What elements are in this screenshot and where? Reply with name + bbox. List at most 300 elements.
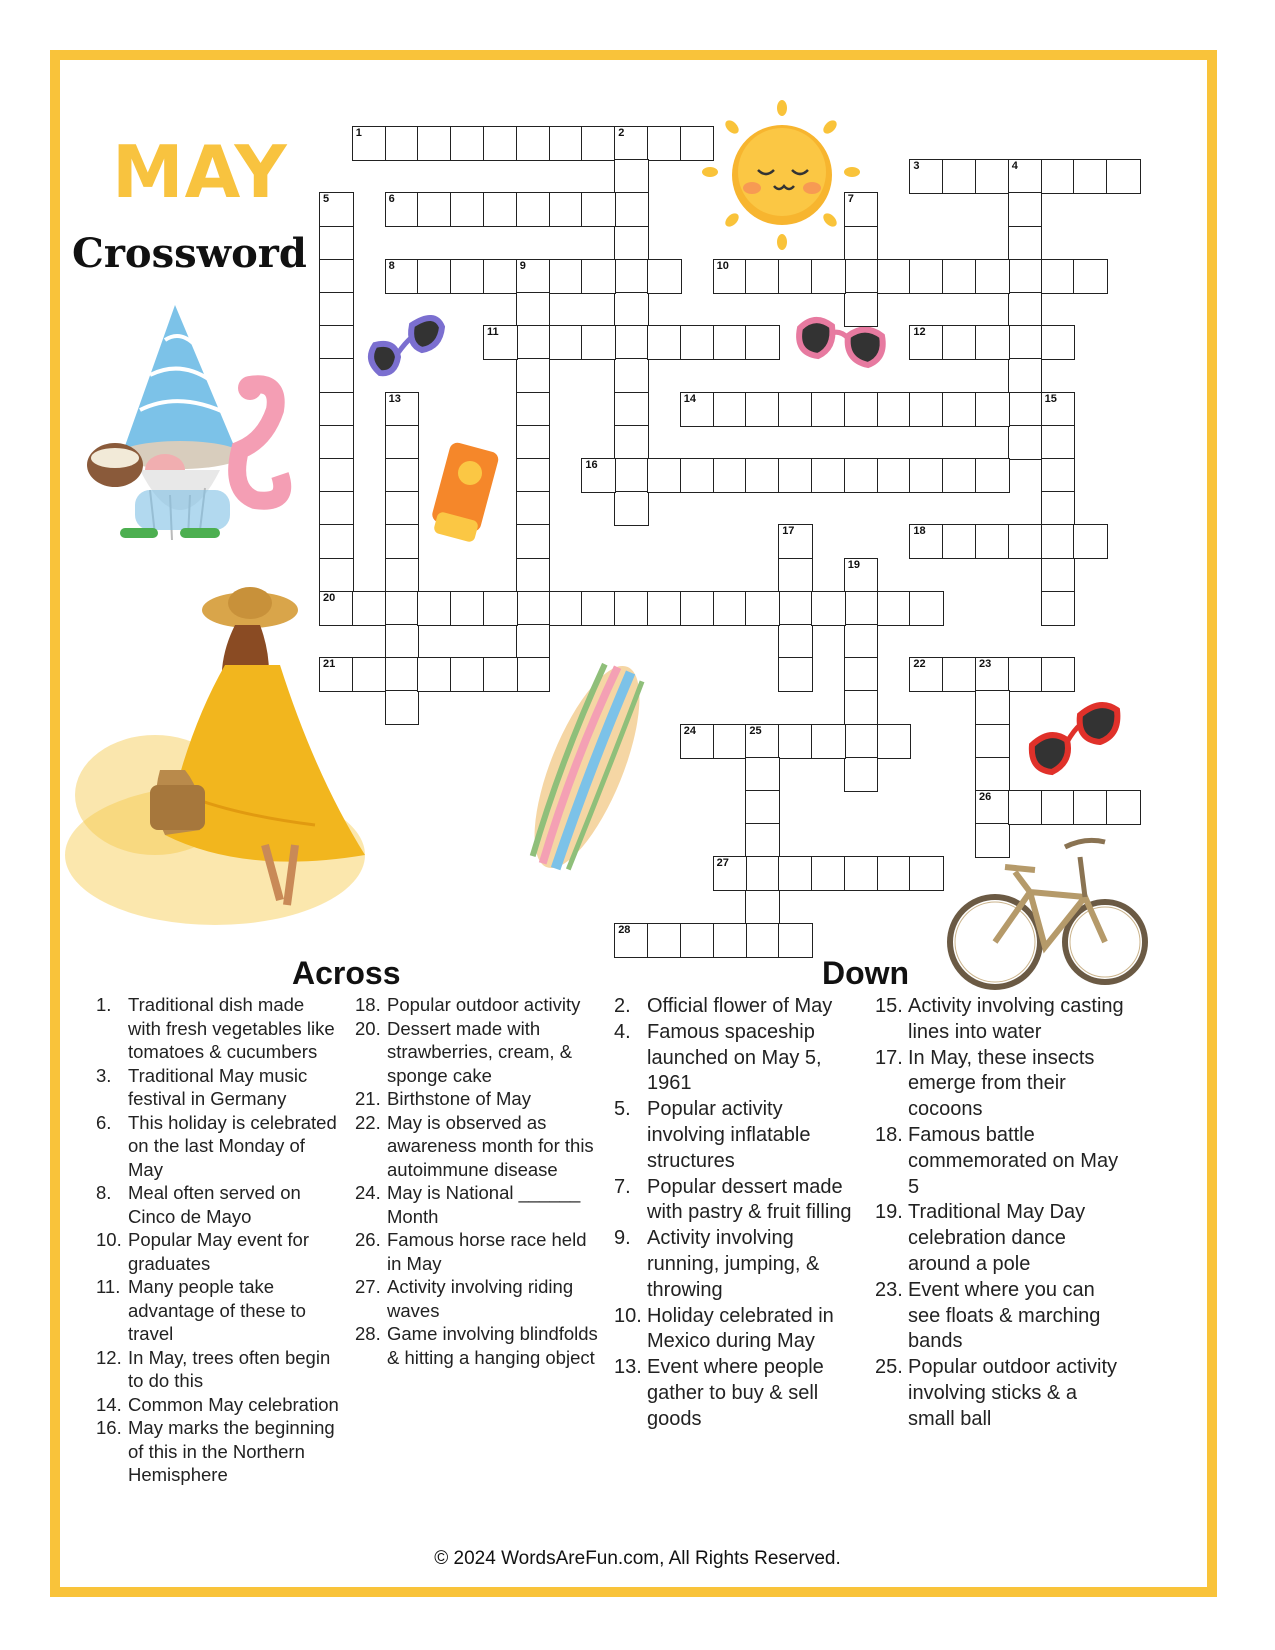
clue-number: 14. bbox=[96, 1393, 122, 1415]
crossword-cell[interactable] bbox=[450, 591, 485, 626]
crossword-cell[interactable] bbox=[877, 724, 912, 759]
clue-number: 22. bbox=[355, 1111, 381, 1133]
clue-number: 24. bbox=[355, 1182, 381, 1203]
crossword-cell[interactable] bbox=[1041, 491, 1076, 526]
clue-number-label: 9 bbox=[519, 259, 526, 272]
across-clue bbox=[355, 1181, 600, 1228]
clue-number: 17. bbox=[875, 1046, 903, 1069]
clue-number-label: 13 bbox=[388, 392, 401, 405]
crossword-cell[interactable] bbox=[319, 425, 354, 460]
crossword-cell[interactable] bbox=[614, 259, 649, 294]
down-clue bbox=[614, 1020, 864, 1097]
crossword-cell[interactable] bbox=[614, 458, 649, 493]
crossword-cell[interactable] bbox=[614, 159, 649, 194]
clue-number-label: 22 bbox=[913, 658, 926, 671]
crossword-cell[interactable] bbox=[1073, 790, 1108, 825]
across-clue bbox=[96, 993, 341, 1064]
clue-number: 8. bbox=[96, 1182, 112, 1203]
down-clue bbox=[614, 994, 864, 1020]
crossword-cell[interactable] bbox=[385, 591, 420, 626]
clue-number: 12. bbox=[96, 1346, 122, 1368]
clue-number: 2. bbox=[614, 995, 631, 1017]
clue-number: 10. bbox=[614, 1304, 642, 1327]
crossword-cell[interactable] bbox=[811, 856, 846, 891]
clue-number-label: 25 bbox=[749, 724, 762, 737]
clue-number-label: 5 bbox=[323, 193, 330, 206]
crossword-cell[interactable] bbox=[942, 458, 977, 493]
crossword-cell[interactable] bbox=[483, 591, 518, 626]
crossword-cell[interactable] bbox=[549, 591, 584, 626]
crossword-cell[interactable] bbox=[417, 126, 452, 161]
clue-number-label: 8 bbox=[388, 259, 395, 272]
clue-number-label: 23 bbox=[979, 658, 992, 671]
crossword-cell[interactable] bbox=[450, 657, 485, 692]
crossword-cell[interactable] bbox=[1008, 325, 1043, 360]
crossword-cell[interactable] bbox=[745, 856, 780, 891]
crossword-cell[interactable] bbox=[713, 458, 748, 493]
crossword-cell[interactable] bbox=[581, 591, 616, 626]
clue-number-label: 3 bbox=[913, 160, 920, 173]
crossword-cell[interactable] bbox=[745, 890, 780, 925]
clue-text: In May, these insects emerge from their cocoons bbox=[908, 1046, 1095, 1121]
crossword-cell[interactable] bbox=[909, 591, 944, 626]
crossword-cell[interactable] bbox=[1008, 226, 1043, 261]
crossword-cell[interactable] bbox=[745, 591, 780, 626]
crossword-cell[interactable] bbox=[844, 458, 879, 493]
crossword-cell[interactable] bbox=[319, 292, 354, 327]
clue-number-label: 12 bbox=[913, 326, 926, 339]
crossword-cell[interactable] bbox=[1041, 259, 1076, 294]
crossword-cell[interactable] bbox=[745, 325, 780, 360]
crossword-cell[interactable] bbox=[516, 292, 551, 327]
crossword-cell[interactable] bbox=[385, 458, 420, 493]
clue-text: Common May celebration bbox=[128, 1393, 339, 1415]
crossword-cell[interactable] bbox=[647, 923, 682, 958]
crossword-cell[interactable] bbox=[1106, 790, 1141, 825]
crossword-cell[interactable] bbox=[1041, 425, 1076, 460]
crossword-cell[interactable] bbox=[1041, 790, 1076, 825]
crossword-cell[interactable] bbox=[1008, 259, 1043, 294]
crossword-cell[interactable] bbox=[680, 126, 715, 161]
crossword-cell[interactable] bbox=[1041, 591, 1076, 626]
crossword-cell[interactable] bbox=[811, 458, 846, 493]
crossword-cell[interactable] bbox=[778, 724, 813, 759]
crossword-cell[interactable] bbox=[614, 425, 649, 460]
clue-text: Birthstone of May bbox=[387, 1088, 531, 1109]
crossword-cell[interactable] bbox=[516, 558, 551, 593]
crossword-cell[interactable] bbox=[745, 757, 780, 792]
across-clue bbox=[96, 1393, 341, 1417]
crossword-cell[interactable] bbox=[975, 757, 1010, 792]
crossword-cell[interactable] bbox=[811, 724, 846, 759]
crossword-cell[interactable] bbox=[549, 259, 584, 294]
clue-number: 4. bbox=[614, 1020, 631, 1043]
crossword-cell[interactable] bbox=[1008, 292, 1043, 327]
across-clue bbox=[96, 1111, 341, 1182]
clue-number: 10. bbox=[96, 1229, 122, 1250]
clue-number: 25. bbox=[875, 1356, 903, 1379]
clue-number-label: 1 bbox=[355, 127, 362, 139]
crossword-cell[interactable] bbox=[516, 624, 551, 659]
crossword-cell[interactable] bbox=[549, 325, 584, 360]
crossword-cell[interactable] bbox=[417, 591, 452, 626]
title-crossword: Crossword bbox=[72, 230, 307, 277]
clue-text: Activity involving riding waves bbox=[387, 1276, 574, 1321]
crossword-cell[interactable] bbox=[877, 392, 912, 427]
crossword-cell[interactable] bbox=[975, 159, 1010, 194]
clue-text: This holiday is celebrated on the last Monday of May bbox=[128, 1111, 337, 1180]
crossword-cell[interactable] bbox=[516, 358, 551, 393]
clue-number: 23. bbox=[875, 1278, 903, 1301]
crossword-cell[interactable] bbox=[1041, 458, 1076, 493]
crossword-cell[interactable] bbox=[319, 325, 354, 360]
crossword-cell[interactable] bbox=[516, 392, 551, 427]
clue-number-label: 16 bbox=[585, 459, 598, 471]
down-clue bbox=[875, 1200, 1125, 1277]
down-clues-column-1 bbox=[614, 994, 864, 1433]
crossword-cell[interactable] bbox=[844, 259, 879, 294]
crossword-cell[interactable] bbox=[942, 657, 977, 692]
clue-text: Many people take advantage of these to travel bbox=[128, 1276, 306, 1344]
crossword-cell[interactable] bbox=[1008, 790, 1043, 825]
crossword-cell[interactable] bbox=[581, 325, 616, 360]
crossword-cell[interactable] bbox=[1008, 358, 1043, 393]
crossword-cell[interactable] bbox=[614, 591, 649, 626]
crossword-cell[interactable] bbox=[778, 657, 813, 692]
crossword-cell[interactable] bbox=[450, 259, 485, 294]
clue-text: Traditional dish made with fresh vegetables like tomatoes & cucumbers bbox=[128, 994, 335, 1062]
down-clue bbox=[614, 1175, 864, 1227]
down-clue bbox=[875, 1355, 1125, 1432]
crossword-cell[interactable] bbox=[417, 259, 452, 294]
crossword-cell[interactable] bbox=[1008, 425, 1043, 460]
across-clue bbox=[355, 1087, 600, 1111]
crossword-cell[interactable] bbox=[385, 491, 420, 526]
clue-text: Popular outdoor activity involving sticks & a small ball bbox=[908, 1356, 1118, 1430]
crossword-cell[interactable] bbox=[942, 259, 977, 294]
clue-text: Famous horse race held in May bbox=[387, 1229, 587, 1274]
clue-number: 7. bbox=[614, 1175, 631, 1198]
clue-number-label: 24 bbox=[683, 724, 697, 737]
crossword-cell[interactable] bbox=[450, 126, 485, 161]
clue-number-label: 27 bbox=[716, 857, 729, 870]
clue-text: May marks the beginning of this in the Northern Hemisphere bbox=[128, 1417, 335, 1485]
clue-number: 11. bbox=[96, 1276, 121, 1297]
across-clue bbox=[355, 1017, 600, 1088]
crossword-cell[interactable] bbox=[680, 591, 715, 626]
crossword-cell[interactable] bbox=[516, 657, 551, 692]
crossword-cell[interactable] bbox=[975, 724, 1010, 759]
crossword-cell[interactable] bbox=[647, 325, 682, 360]
clue-number: 18. bbox=[355, 994, 381, 1015]
across-clue bbox=[96, 1181, 341, 1228]
crossword-cell[interactable] bbox=[549, 192, 584, 227]
crossword-cell[interactable] bbox=[713, 325, 748, 360]
crossword-cell[interactable] bbox=[778, 458, 813, 493]
crossword-cell[interactable] bbox=[942, 159, 977, 194]
crossword-cell[interactable] bbox=[319, 491, 354, 526]
clue-number-label: 26 bbox=[979, 791, 992, 803]
crossword-cell[interactable] bbox=[778, 856, 813, 891]
clue-number: 21. bbox=[355, 1088, 381, 1109]
across-clue bbox=[96, 1275, 341, 1346]
crossword-cell[interactable] bbox=[1008, 392, 1043, 427]
crossword-cell[interactable] bbox=[385, 624, 420, 659]
clue-number-label: 20 bbox=[323, 591, 336, 604]
clue-number-label: 10 bbox=[716, 259, 729, 272]
across-clue bbox=[96, 1346, 341, 1393]
crossword-cell[interactable] bbox=[713, 724, 748, 759]
crossword-cell[interactable] bbox=[516, 126, 551, 161]
crossword-cell[interactable] bbox=[1008, 657, 1043, 692]
across-clue bbox=[355, 1275, 600, 1322]
crossword-cell[interactable] bbox=[975, 392, 1010, 427]
crossword-cell[interactable] bbox=[516, 325, 551, 360]
crossword-cell[interactable] bbox=[614, 358, 649, 393]
clue-number-label: 14 bbox=[683, 392, 697, 405]
crossword-cell[interactable] bbox=[778, 591, 813, 626]
crossword-cell[interactable] bbox=[909, 259, 944, 294]
clue-text: Famous spaceship launched on May 5, 1961 bbox=[647, 1020, 822, 1095]
across-clue bbox=[355, 993, 600, 1017]
crossword-cell[interactable] bbox=[909, 392, 944, 427]
crossword-cell[interactable] bbox=[516, 491, 551, 526]
crossword-cell[interactable] bbox=[385, 690, 420, 725]
across-clue bbox=[96, 1416, 341, 1487]
clue-number: 3. bbox=[96, 1064, 112, 1086]
crossword-cell[interactable] bbox=[975, 690, 1010, 725]
crossword-cell[interactable] bbox=[385, 657, 420, 692]
crossword-cell[interactable] bbox=[614, 292, 649, 327]
crossword-cell[interactable] bbox=[581, 259, 616, 294]
crossword-cell[interactable] bbox=[1106, 159, 1141, 194]
clue-number-label: 7 bbox=[847, 193, 854, 206]
crossword-cell[interactable] bbox=[844, 856, 879, 891]
down-clue bbox=[875, 1046, 1125, 1123]
crossword-cell[interactable] bbox=[975, 823, 1010, 858]
clue-text: May is observed as awareness month for this autoimmune disease bbox=[387, 1111, 594, 1180]
clue-text: Popular May event for graduates bbox=[128, 1229, 309, 1274]
crossword-cell[interactable] bbox=[319, 226, 354, 261]
across-clue bbox=[96, 1228, 341, 1275]
crossword-cell[interactable] bbox=[745, 790, 780, 825]
crossword-cell[interactable] bbox=[647, 259, 682, 294]
clue-text: Meal often served on Cinco de Mayo bbox=[128, 1182, 301, 1227]
clue-number: 26. bbox=[355, 1229, 381, 1250]
crossword-cell[interactable] bbox=[877, 591, 912, 626]
crossword-cell[interactable] bbox=[516, 425, 551, 460]
clue-text: Traditional May music festival in Germany bbox=[128, 1064, 308, 1109]
across-clue bbox=[355, 1228, 600, 1275]
crossword-cell[interactable] bbox=[319, 458, 354, 493]
clue-number-label: 21 bbox=[323, 658, 336, 671]
crossword-cell[interactable] bbox=[713, 591, 748, 626]
crossword-cell[interactable] bbox=[614, 226, 649, 261]
crossword-cell[interactable] bbox=[680, 458, 715, 493]
crossword-cell[interactable] bbox=[778, 558, 813, 593]
copyright-footer: © 2024 WordsAreFun.com, All Rights Reserved. bbox=[434, 1548, 841, 1569]
crossword-cell[interactable] bbox=[614, 325, 649, 360]
clue-text: Holiday celebrated in Mexico during May bbox=[647, 1304, 834, 1353]
crossword-cell[interactable] bbox=[483, 657, 518, 692]
crossword-cell[interactable] bbox=[385, 558, 420, 593]
crossword-cell[interactable] bbox=[1041, 159, 1076, 194]
crossword-cell[interactable] bbox=[647, 126, 682, 161]
clue-text: Dessert made with strawberries, cream, & sponge cake bbox=[387, 1017, 573, 1086]
down-clue bbox=[875, 1123, 1125, 1200]
crossword-cell[interactable] bbox=[844, 226, 879, 261]
crossword-cell[interactable] bbox=[909, 856, 944, 891]
crossword-cell[interactable] bbox=[385, 425, 420, 460]
clue-text: Activity involving running, jumping, & throwing bbox=[647, 1227, 820, 1301]
crossword-cell[interactable] bbox=[352, 657, 387, 692]
crossword-cell[interactable] bbox=[516, 591, 551, 626]
crossword-cell[interactable] bbox=[1073, 159, 1108, 194]
crossword-cell[interactable] bbox=[319, 392, 354, 427]
clue-number-label: 15 bbox=[1044, 392, 1057, 405]
clue-number-label: 19 bbox=[847, 558, 861, 571]
crossword-cell[interactable] bbox=[844, 690, 879, 725]
crossword-cell[interactable] bbox=[516, 192, 551, 227]
clue-number: 15. bbox=[875, 995, 903, 1017]
down-heading: Down bbox=[822, 955, 910, 991]
clue-text: In May, trees often begin to do this bbox=[128, 1346, 331, 1391]
crossword-cell[interactable] bbox=[811, 591, 846, 626]
down-clue bbox=[875, 1278, 1125, 1355]
crossword-cell[interactable] bbox=[1041, 524, 1076, 559]
down-clue bbox=[614, 1304, 864, 1356]
crossword-cell[interactable] bbox=[877, 259, 912, 294]
crossword-cell[interactable] bbox=[614, 491, 649, 526]
crossword-cell[interactable] bbox=[975, 325, 1010, 360]
crossword-cell[interactable] bbox=[647, 458, 682, 493]
crossword-cell[interactable] bbox=[975, 524, 1010, 559]
crossword-cell[interactable] bbox=[713, 923, 748, 958]
down-clue bbox=[614, 1097, 864, 1174]
clue-number: 9. bbox=[614, 1227, 631, 1250]
crossword-cell[interactable] bbox=[516, 458, 551, 493]
across-clue bbox=[355, 1111, 600, 1182]
crossword-cell[interactable] bbox=[1008, 524, 1043, 559]
down-clue bbox=[614, 1355, 864, 1432]
crossword-cell[interactable] bbox=[745, 823, 780, 858]
crossword-cell[interactable] bbox=[319, 259, 354, 294]
crossword-cell[interactable] bbox=[877, 856, 912, 891]
crossword-cell[interactable] bbox=[745, 923, 780, 958]
crossword-cell[interactable] bbox=[483, 192, 518, 227]
clue-text: Popular outdoor activity bbox=[387, 994, 581, 1015]
crossword-cell[interactable] bbox=[319, 358, 354, 393]
crossword-cell[interactable] bbox=[680, 325, 715, 360]
title-may: MAY bbox=[112, 130, 288, 214]
crossword-cell[interactable] bbox=[942, 524, 977, 559]
crossword-cell[interactable] bbox=[614, 192, 649, 227]
crossword-cell[interactable] bbox=[844, 724, 879, 759]
crossword-cell[interactable] bbox=[483, 259, 518, 294]
crossword-cell[interactable] bbox=[844, 392, 879, 427]
clue-text: Popular dessert made with pastry & fruit filling bbox=[647, 1175, 852, 1224]
clue-text: May is National ______ Month bbox=[387, 1182, 581, 1227]
crossword-cell[interactable] bbox=[844, 657, 879, 692]
crossword-cell[interactable] bbox=[713, 392, 748, 427]
crossword-cell[interactable] bbox=[975, 259, 1010, 294]
clue-number-label: 6 bbox=[388, 193, 395, 206]
crossword-cell[interactable] bbox=[417, 192, 452, 227]
clue-number: 13. bbox=[614, 1356, 642, 1379]
clue-text: Famous battle commemorated on May 5 bbox=[908, 1123, 1119, 1198]
crossword-cell[interactable] bbox=[581, 126, 616, 161]
crossword-cell[interactable] bbox=[778, 923, 813, 958]
clue-number: 18. bbox=[875, 1123, 903, 1146]
clue-text: Event where people gather to buy & sell goods bbox=[647, 1356, 824, 1430]
clue-number: 16. bbox=[96, 1417, 122, 1438]
clue-number: 1. bbox=[96, 994, 112, 1015]
crossword-cell[interactable] bbox=[942, 325, 977, 360]
crossword-cell[interactable] bbox=[352, 591, 387, 626]
down-clues-column-2 bbox=[875, 994, 1125, 1433]
clue-number-label: 28 bbox=[618, 923, 631, 936]
crossword-cell[interactable] bbox=[516, 524, 551, 559]
crossword-cell[interactable] bbox=[844, 591, 879, 626]
crossword-cell[interactable] bbox=[942, 392, 977, 427]
crossword-cell[interactable] bbox=[844, 292, 879, 327]
crossword-cell[interactable] bbox=[1008, 192, 1043, 227]
crossword-cell[interactable] bbox=[778, 392, 813, 427]
clue-number: 28. bbox=[355, 1323, 381, 1344]
crossword-cell[interactable] bbox=[614, 392, 649, 427]
crossword-cell[interactable] bbox=[1041, 325, 1076, 360]
crossword-cell[interactable] bbox=[745, 458, 780, 493]
across-clues-column-2 bbox=[355, 993, 600, 1369]
down-clue bbox=[614, 1226, 864, 1303]
crossword-cell[interactable] bbox=[975, 458, 1010, 493]
crossword-cell[interactable] bbox=[844, 757, 879, 792]
crossword-cell[interactable] bbox=[778, 624, 813, 659]
crossword-cell[interactable] bbox=[450, 192, 485, 227]
clue-text: Event where you can see floats & marching bands bbox=[908, 1278, 1101, 1353]
crossword-cell[interactable] bbox=[1073, 259, 1108, 294]
crossword-cell[interactable] bbox=[319, 524, 354, 559]
crossword-cell[interactable] bbox=[417, 657, 452, 692]
crossword-cell[interactable] bbox=[745, 259, 780, 294]
crossword-cell[interactable] bbox=[647, 591, 682, 626]
crossword-cell[interactable] bbox=[549, 126, 584, 161]
crossword-cell[interactable] bbox=[483, 126, 518, 161]
crossword-cell[interactable] bbox=[385, 126, 420, 161]
crossword-cell[interactable] bbox=[680, 923, 715, 958]
crossword-cell[interactable] bbox=[877, 458, 912, 493]
crossword-cell[interactable] bbox=[1041, 558, 1076, 593]
crossword-cell[interactable] bbox=[844, 624, 879, 659]
crossword-cell[interactable] bbox=[581, 192, 616, 227]
across-heading: Across bbox=[292, 955, 401, 991]
clue-number-label: 4 bbox=[1011, 160, 1018, 173]
across-clue bbox=[96, 1064, 341, 1111]
clue-number-label: 17 bbox=[782, 525, 795, 538]
clue-number: 5. bbox=[614, 1098, 631, 1121]
crossword-cell[interactable] bbox=[1073, 524, 1108, 559]
crossword-cell[interactable] bbox=[811, 259, 846, 294]
crossword-cell[interactable] bbox=[319, 558, 354, 593]
crossword-cell[interactable] bbox=[745, 392, 780, 427]
clue-text: Activity involving casting lines into water bbox=[908, 995, 1124, 1043]
crossword-cell[interactable] bbox=[1041, 657, 1076, 692]
crossword-cell[interactable] bbox=[778, 259, 813, 294]
crossword-cell[interactable] bbox=[909, 458, 944, 493]
clue-text: Official flower of May bbox=[647, 995, 833, 1017]
crossword-cell[interactable] bbox=[811, 392, 846, 427]
crossword-cell[interactable] bbox=[385, 524, 420, 559]
